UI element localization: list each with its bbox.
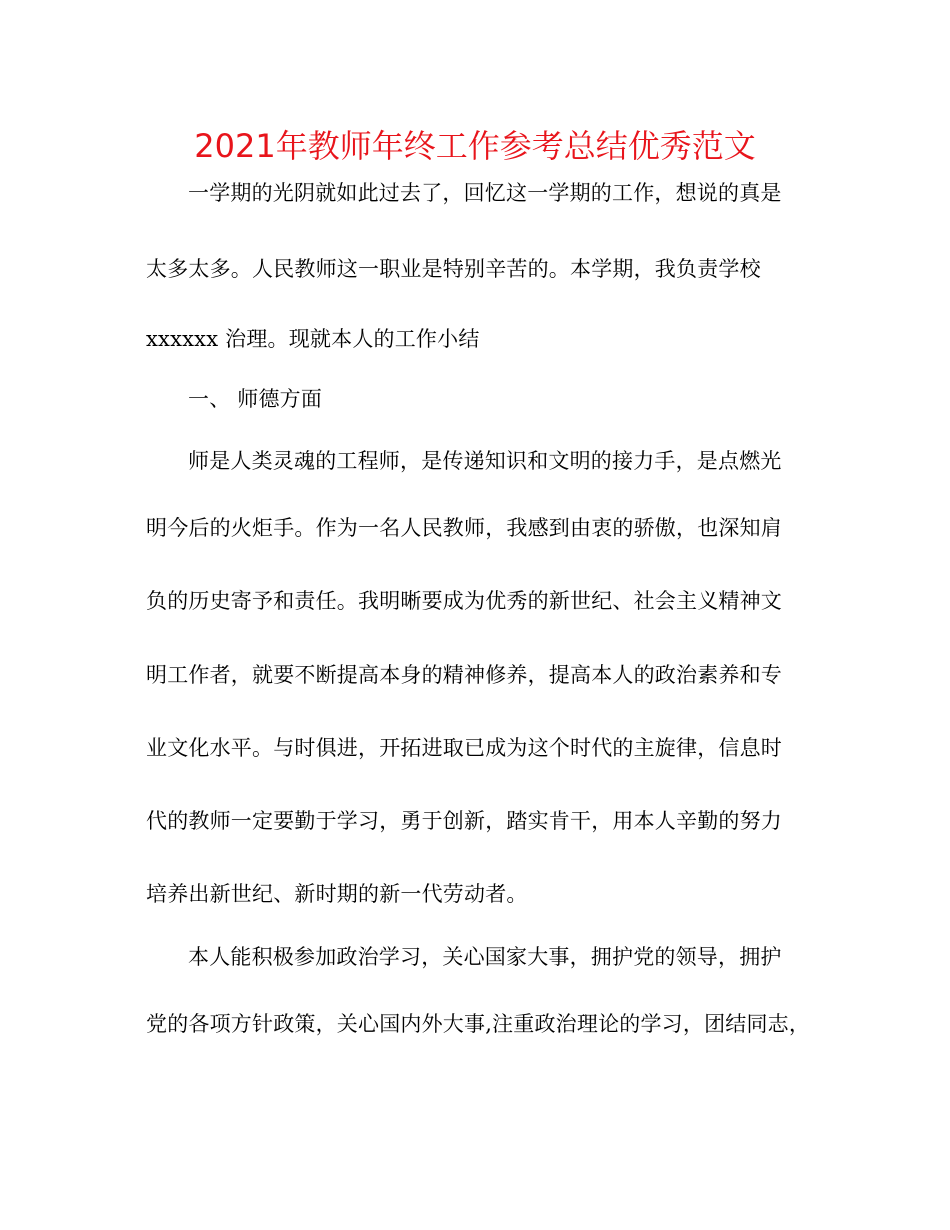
paragraph-line: 代的教师一定要勤于学习，勇于创新，踏实肯干，用本人辛勤的努力 bbox=[146, 809, 782, 833]
paragraph-line: 师是人类灵魂的工程师，是传递知识和文明的接力手，是点燃光 bbox=[188, 449, 782, 473]
paragraph-line: 培养出新世纪、新时期的新一代劳动者。 bbox=[146, 882, 528, 906]
paragraph-line: 一学期的光阴就如此过去了，回忆这一学期的工作，想说的真是 bbox=[188, 181, 782, 205]
paragraph-line: 明今后的火炬手。作为一名人民教师，我感到由衷的骄傲，也深知肩 bbox=[146, 516, 782, 540]
paragraph-line: 负的历史寄予和责任。我明晰要成为优秀的新世纪、社会主义精神文 bbox=[146, 589, 782, 613]
paragraph-line: 本人能积极参加政治学习，关心国家大事，拥护党的领导，拥护 bbox=[188, 945, 782, 969]
paragraph-line: 业文化水平。与时俱进，开拓进取已成为这个时代的主旋律，信息时 bbox=[146, 736, 782, 760]
section-heading: 一、 师德方面 bbox=[188, 387, 323, 411]
paragraph-line: 明工作者，就要不断提高本身的精神修养，提高本人的政治素养和专 bbox=[146, 663, 782, 687]
paragraph-line: 太多太多。人民教师这一职业是特别辛苦的。本学期，我负责学校 bbox=[146, 257, 761, 281]
paragraph-line: xxxxxx 治理。现就本人的工作小结 bbox=[146, 327, 480, 351]
paragraph-line: 党的各项方针政策，关心国内外大事,注重政治理论的学习，团结同志， bbox=[146, 1012, 811, 1036]
document-title: 2021年教师年终工作参考总结优秀范文 bbox=[194, 127, 756, 165]
